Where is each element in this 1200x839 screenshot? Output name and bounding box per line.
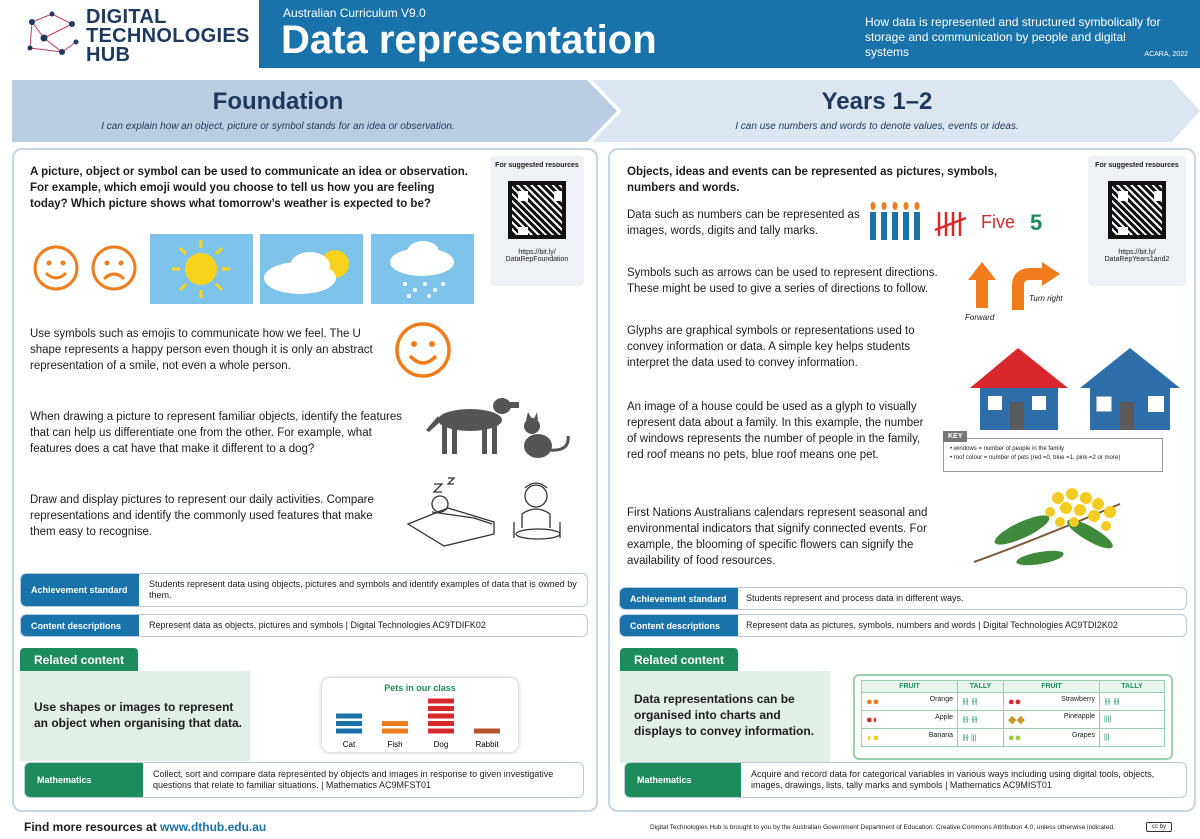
category-label: Rabbit xyxy=(475,740,499,749)
cloudy-sun-tile xyxy=(260,234,363,304)
bar-segment xyxy=(428,729,454,734)
bar-segment xyxy=(428,706,454,711)
header-fruit: FRUIT xyxy=(1004,681,1100,693)
achievement-label: Achievement standard xyxy=(21,574,139,606)
cloud-sun-icon xyxy=(260,234,363,304)
fruit-cell: ◆◆ Pineapple xyxy=(1004,711,1100,729)
foundation-achievement-row xyxy=(20,573,588,607)
math-text: Acquire and record data for categorical variables in various ways including using digital tools, objects, images, drawings, lists, tally marks and symbols | Mathematics AC9MIST01 xyxy=(751,769,1155,790)
daily-activities-sketch-icon xyxy=(404,474,574,552)
table-row xyxy=(862,711,1165,729)
bar-segment xyxy=(428,699,454,704)
network-logo-icon xyxy=(24,8,82,64)
bar-segment xyxy=(336,714,362,719)
years-para-arrows: Symbols such as arrows can be used to represent directions. These might be used to give a series of directions to follow. xyxy=(627,267,938,295)
years-lead: Objects, ideas and events can be represented as pictures, symbols, numbers and words. xyxy=(627,166,998,194)
title-bar xyxy=(259,0,1200,68)
bar-rabbit xyxy=(474,729,500,734)
title-description: How data is represented and structured symbolically for storage and communication by people and digital systems xyxy=(865,15,1161,59)
glyph-key xyxy=(943,433,1163,472)
curriculum-label: Australian Curriculum V9.0 xyxy=(283,6,426,20)
house-glyphs-icon xyxy=(968,346,1184,432)
sad-face-icon xyxy=(93,247,135,289)
foundation-math-row xyxy=(24,762,584,798)
years-qr-box xyxy=(1088,156,1186,286)
arrow-up-icon xyxy=(968,262,996,308)
tally-cell: |||| xyxy=(1100,711,1165,729)
rain-tile xyxy=(371,234,474,304)
fruit-cell: ●● Orange xyxy=(862,693,958,711)
category-label: Cat xyxy=(342,740,356,749)
candles-icon xyxy=(866,200,924,242)
years-para-numbers: Data such as numbers can be represented as images, words, digits and tally marks. xyxy=(627,209,860,237)
foundation-subtitle: I can explain how an object, picture or symbol stands for an idea or observation. xyxy=(101,121,455,132)
foundation-related-text: Use shapes or images to represent an object when organising that data. xyxy=(34,700,243,730)
apple-icon: ●◐ xyxy=(866,713,880,726)
foundation-para-emojis: Use symbols such as emojis to communicate how we feel. The U shape represents a happy person even though it is only an abstract representation of a smile, not even a whole person. xyxy=(30,328,373,372)
dog-and-cat-icon xyxy=(420,390,580,460)
logo-text: DIGITAL TECHNOLOGIES HUB xyxy=(86,6,250,66)
years-heading: Years 1–2 xyxy=(821,88,933,115)
achievement-text: Students represent and process data in different ways. xyxy=(746,593,964,603)
header-tally: TALLY xyxy=(958,681,1004,693)
dog-icon xyxy=(426,398,519,454)
level-band xyxy=(12,80,1200,142)
tally-cell: 卌 卌 xyxy=(958,711,1004,729)
years-related-text: Data representations can be organised into charts and displays to convey information. xyxy=(634,692,815,738)
key-roof: • roof colour = number of pets (red =0, blue =1, pink =2 or more) xyxy=(950,455,1121,461)
emoji-faces xyxy=(30,243,140,293)
bar-segment xyxy=(428,721,454,726)
logo xyxy=(24,8,254,70)
bar-cat xyxy=(336,714,362,734)
pineapple-icon: ◆◆ xyxy=(1008,714,1025,726)
years-related-tab: Related content xyxy=(620,648,738,672)
footer-resources xyxy=(24,820,266,834)
bar-fish xyxy=(382,721,408,734)
banana-icon: ◗● xyxy=(866,731,880,744)
years-para-calendars: First Nations Australians calendars represent seasonal and environmental indicators that signify connected events. For example, the blooming of specific flowers can signify the availability of food resources. xyxy=(627,507,928,567)
fruit-tally-table xyxy=(861,680,1165,747)
pets-chart-svg xyxy=(322,678,518,752)
qr-code-icon[interactable] xyxy=(508,181,566,239)
bar-segment xyxy=(474,729,500,734)
bar-segment xyxy=(428,714,454,719)
bar-dog xyxy=(428,699,454,734)
bar-segment xyxy=(336,721,362,726)
chart-title: Pets in our class xyxy=(384,683,456,693)
bar-segment xyxy=(336,729,362,734)
foundation-para-activities: Draw and display pictures to represent our daily activities. Compare representations and identify the commonly used features that make them easy to recognise. xyxy=(30,494,374,538)
five-word: Five xyxy=(981,212,1016,232)
qr-title: For suggested resources xyxy=(495,162,579,169)
qr-title: For suggested resources xyxy=(1095,162,1179,169)
category-label: Dog xyxy=(433,740,449,749)
years-achievement-row xyxy=(619,587,1187,610)
arrow-forward-label: Forward xyxy=(965,313,995,322)
fruit-cell: ●◐ Apple xyxy=(862,711,958,729)
achievement-text: Students represent data using objects, pictures and symbols and identify examples of data that is owned by them. xyxy=(149,579,577,600)
key-label: KEY xyxy=(943,431,967,442)
qr-link[interactable]: https://bit.ly/ DataRepFoundation xyxy=(505,249,569,263)
tally-cell: 卌 卌 xyxy=(1100,693,1165,711)
bar-segment xyxy=(382,721,408,726)
copyright-label: ACARA, 2022 xyxy=(1144,51,1188,58)
content-text: Represent data as objects, pictures and symbols | Digital Technologies AC9TDIFK02 xyxy=(149,620,486,630)
header-fruit: FRUIT xyxy=(862,681,958,693)
direction-arrows-icon xyxy=(964,260,1076,316)
five-digit: 5 xyxy=(1030,210,1043,235)
years-para-glyphs: Glyphs are graphical symbols or representations used to convey information or data. A simple key helps students interpret the data used to convey information. xyxy=(627,325,915,369)
footer-prefix: Find more resources at xyxy=(24,820,161,834)
fruit-cell: ◗● Banana xyxy=(862,729,958,747)
pets-chart xyxy=(322,678,518,752)
achievement-label: Achievement standard xyxy=(620,588,738,609)
years-para-house: An image of a house could be used as a glyph to visually represent data about a family. In this example, the number of windows represents the number of people in the family, red roof means no pets, blue roof means one pet. xyxy=(627,401,924,461)
header-tally: TALLY xyxy=(1100,681,1165,693)
table-row xyxy=(862,729,1165,747)
creative-commons-icon: cc by xyxy=(1146,822,1172,832)
wattle-flower-icon xyxy=(970,484,1132,568)
years-content-row xyxy=(619,614,1187,637)
footer-link[interactable]: www.dthub.edu.au xyxy=(160,820,267,834)
foundation-heading: Foundation xyxy=(212,88,344,115)
table-row xyxy=(862,693,1165,711)
tally-cell: ||| xyxy=(1100,729,1165,747)
foundation-content-row xyxy=(20,614,588,637)
footer-credit: Digital Technologies Hub is brought to you by the Australian Government Department of Education. Creative Commons Attribution 4.0, unless otherwise indicated. xyxy=(650,824,1115,831)
tally-header-row xyxy=(862,681,1165,693)
fruit-tally-chart xyxy=(853,674,1173,760)
arrow-turn-label: Turn right xyxy=(1029,294,1063,303)
blue-roof-house-icon xyxy=(1080,348,1180,430)
foundation-related-tab: Related content xyxy=(20,648,138,672)
category-label: Fish xyxy=(387,740,403,749)
years-subtitle: I can use numbers and words to denote values, events or ideas. xyxy=(735,121,1019,132)
rain-cloud-icon xyxy=(371,234,474,304)
math-text: Collect, sort and compare data represented by objects and images in response to given investigative questions that relate to familiar situations. | Mathematics AC9MFST01 xyxy=(153,769,554,790)
qr-link[interactable]: https://bit.ly/ DataRepYears1and2 xyxy=(1104,249,1170,263)
sun-icon xyxy=(150,234,253,304)
bar-segment xyxy=(382,729,408,734)
math-label: Mathematics xyxy=(625,763,741,797)
foundation-para-animals: When drawing a picture to represent familiar objects, identify the features that can help us differentiate one from the other. For example, what features does a cat have that make it different to a dog? xyxy=(30,411,403,455)
tally-marks-icon xyxy=(934,210,968,238)
content-label: Content descriptions xyxy=(21,615,139,636)
tally-cell: 卌 ||| xyxy=(958,729,1004,747)
fruit-cell: ●● Strawberry xyxy=(1004,693,1100,711)
key-windows: • windows = number of people in the family xyxy=(950,446,1064,452)
smile-face-icon xyxy=(392,320,454,380)
red-roof-house-icon xyxy=(970,348,1068,430)
foundation-lead: A picture, object or symbol can be used to communicate an idea or observation. For example, which emoji would you choose to tell us how you are feeling today? Which picture shows what tomorrow’s weather is expected to be? xyxy=(30,166,468,210)
happy-face-icon xyxy=(35,247,77,289)
foundation-qr-box xyxy=(490,156,584,286)
math-label: Mathematics xyxy=(25,763,143,797)
strawberry-icon: ●● xyxy=(1008,695,1022,708)
content-label: Content descriptions xyxy=(620,615,738,636)
sunny-tile xyxy=(150,234,253,304)
page-title: Data representation xyxy=(281,18,657,62)
fruit-cell: ●● Grapes xyxy=(1004,729,1100,747)
tally-cell: 卌 卌 xyxy=(958,693,1004,711)
orange-icon: ●● xyxy=(866,695,880,708)
content-text: Represent data as pictures, symbols, numbers and words | Digital Technologies AC9TDI2K02 xyxy=(746,620,1118,630)
qr-code-icon[interactable] xyxy=(1108,181,1166,239)
grapes-icon: ●● xyxy=(1008,731,1022,744)
years-math-row xyxy=(624,762,1187,798)
cat-icon xyxy=(524,412,568,458)
